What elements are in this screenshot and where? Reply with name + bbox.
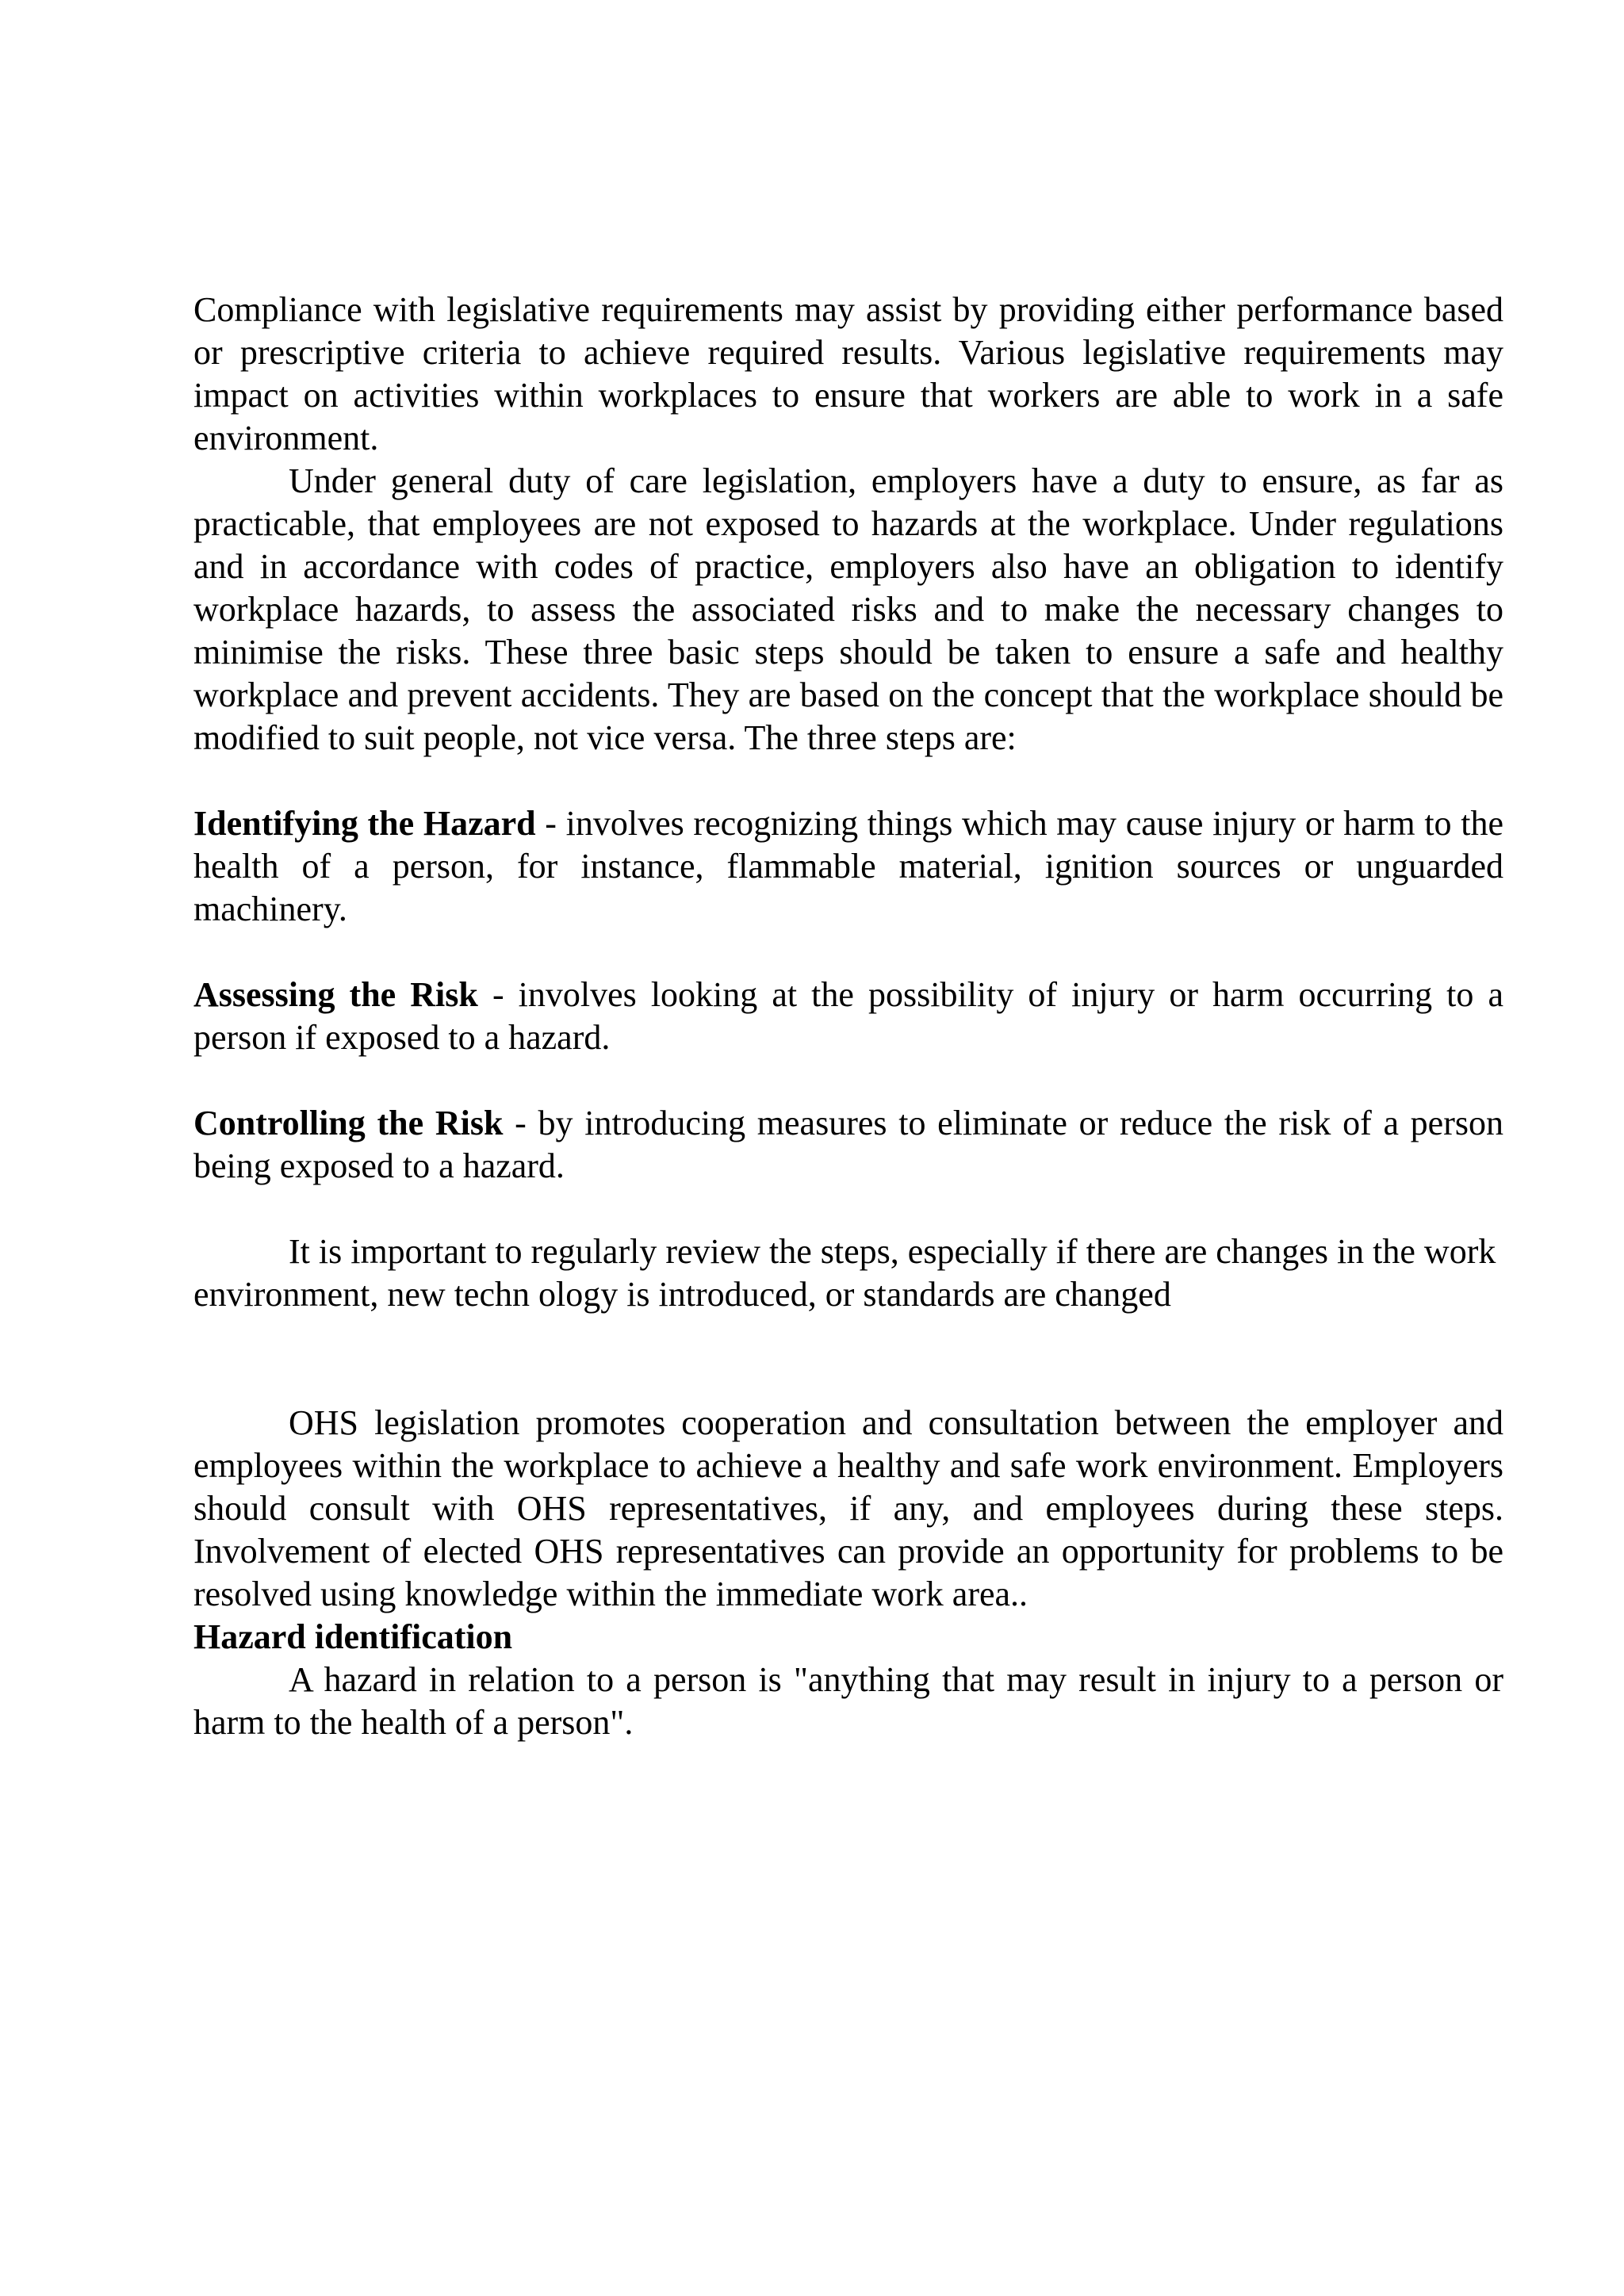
step-text-assessing-risk: - involves looking at the possibility of injury or harm occurring to a person if exposed to a hazard.: [193, 975, 1503, 1057]
step-controlling-risk: [193, 1102, 1503, 1188]
paragraph-review-steps: It is important to regularly review the steps, especially if there are changes in the work environment, new techn ology is introduced, or standards are changed: [193, 1232, 1496, 1314]
step-identifying-hazard: [193, 802, 1503, 931]
step-term-assessing-risk: Assessing the Risk: [193, 975, 478, 1014]
section-heading-hazard-identification: Hazard identification: [193, 1617, 513, 1656]
document-page: [193, 289, 1503, 1744]
paragraph-hazard-definition: A hazard in relation to a person is "anything that may result in injury to a person or harm to the health of a person".: [193, 1660, 1503, 1742]
step-text-controlling-risk: - by introducing measures to eliminate or reduce the risk of a person being exposed to a hazard.: [193, 1104, 1503, 1185]
paragraph-legislative-requirements: Compliance with legislative requirements may assist by providing either performance based or prescriptive criteria to achieve required results. Various legislative requirements may impact on activities within workplaces to ensure that workers are able to work in a safe environment.: [193, 290, 1503, 457]
step-term-controlling-risk: Controlling the Risk: [193, 1104, 504, 1142]
step-term-identifying-hazard: Identifying the Hazard: [193, 804, 536, 843]
paragraph-duty-of-care: Under general duty of care legislation, employers have a duty to ensure, as far as practicable, that employees are not exposed to hazards at the workplace. Under regulations and in accordance with codes of practice, employers also have an obligation to identify workplace hazards, to assess the associated risks and to make the necessary changes to minimise the risks. These three basic steps should be taken to ensure a safe and healthy workplace and prevent accidents. They are based on the concept that the workplace should be modified to suit people, not vice versa. The three steps are:: [193, 461, 1503, 757]
paragraph-ohs-consultation: OHS legislation promotes cooperation and consultation between the employer and employees within the workplace to achieve a healthy and safe work environment. Employers should consult with OHS representatives, if any, and employees during these steps. Involvement of elected OHS representatives can provide an opportunity for problems to be resolved using knowledge within the immediate work area..: [193, 1403, 1503, 1613]
step-assessing-risk: [193, 974, 1503, 1059]
step-text-identifying-hazard: - involves recognizing things which may cause injury or harm to the health of a person, for instance, flammable material, ignition sources or unguarded machinery.: [193, 804, 1503, 928]
